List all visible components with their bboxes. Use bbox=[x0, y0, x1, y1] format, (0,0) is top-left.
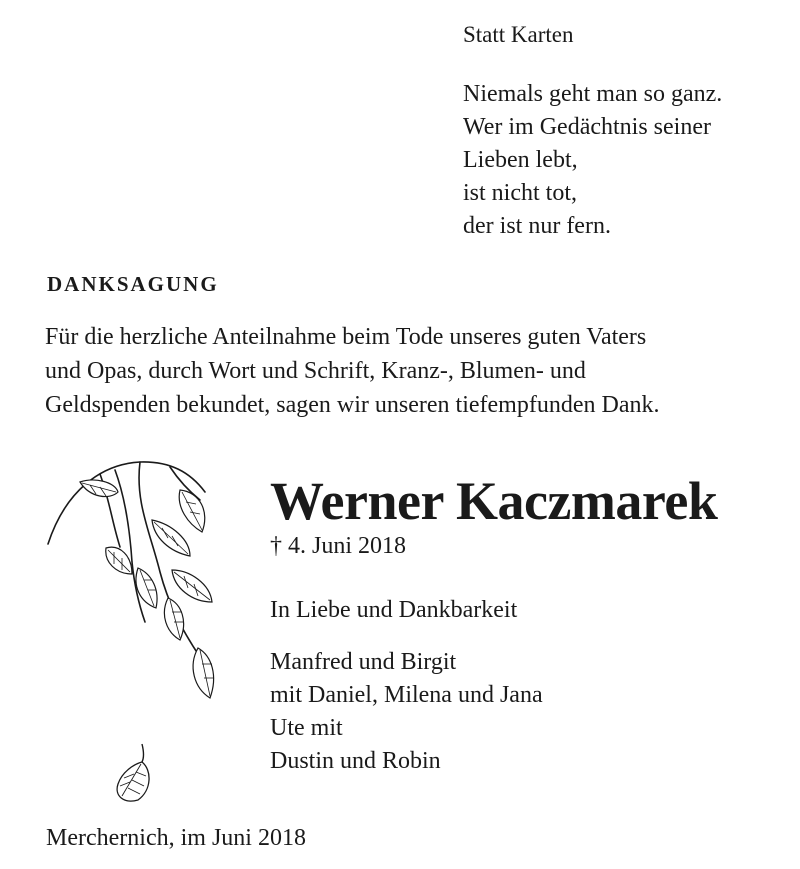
danksagung-line: Für die herzliche Anteilnahme beim Tode unseres guten Vaters bbox=[45, 324, 647, 350]
danksagung-line: und Opas, durch Wort und Schrift, Kranz-, Blumen- und bbox=[45, 358, 586, 384]
mourners-list bbox=[270, 646, 543, 778]
poem-line: der ist nur fern. bbox=[463, 213, 611, 239]
mourner-line: Dustin und Robin bbox=[270, 748, 441, 774]
memorial-poem bbox=[463, 78, 722, 243]
poem-line: Niemals geht man so ganz. bbox=[463, 81, 723, 107]
death-date: † 4. Juni 2018 bbox=[270, 533, 407, 559]
mourner-line: mit Daniel, Milena und Jana bbox=[270, 682, 543, 708]
danksagung-text bbox=[45, 320, 659, 422]
danksagung-heading: DANKSAGUNG bbox=[47, 272, 219, 296]
deceased-name: Werner Kaczmarek bbox=[270, 471, 718, 531]
falling-leaf-illustration bbox=[108, 740, 158, 806]
poem-line: Lieben lebt, bbox=[463, 147, 578, 173]
dedication-line: In Liebe und Dankbarkeit bbox=[270, 597, 518, 623]
place-and-date: Merchernich, im Juni 2018 bbox=[46, 825, 306, 851]
poem-line: ist nicht tot, bbox=[463, 180, 577, 206]
poem-line: Wer im Gedächtnis seiner bbox=[463, 114, 711, 140]
birch-branch-illustration bbox=[40, 452, 240, 712]
mourner-line: Ute mit bbox=[270, 715, 343, 741]
statt-karten-label: Statt Karten bbox=[463, 22, 574, 47]
mourner-line: Manfred und Birgit bbox=[270, 649, 457, 675]
danksagung-line: Geldspenden bekundet, sagen wir unseren tiefempfunden Dank. bbox=[45, 392, 660, 418]
